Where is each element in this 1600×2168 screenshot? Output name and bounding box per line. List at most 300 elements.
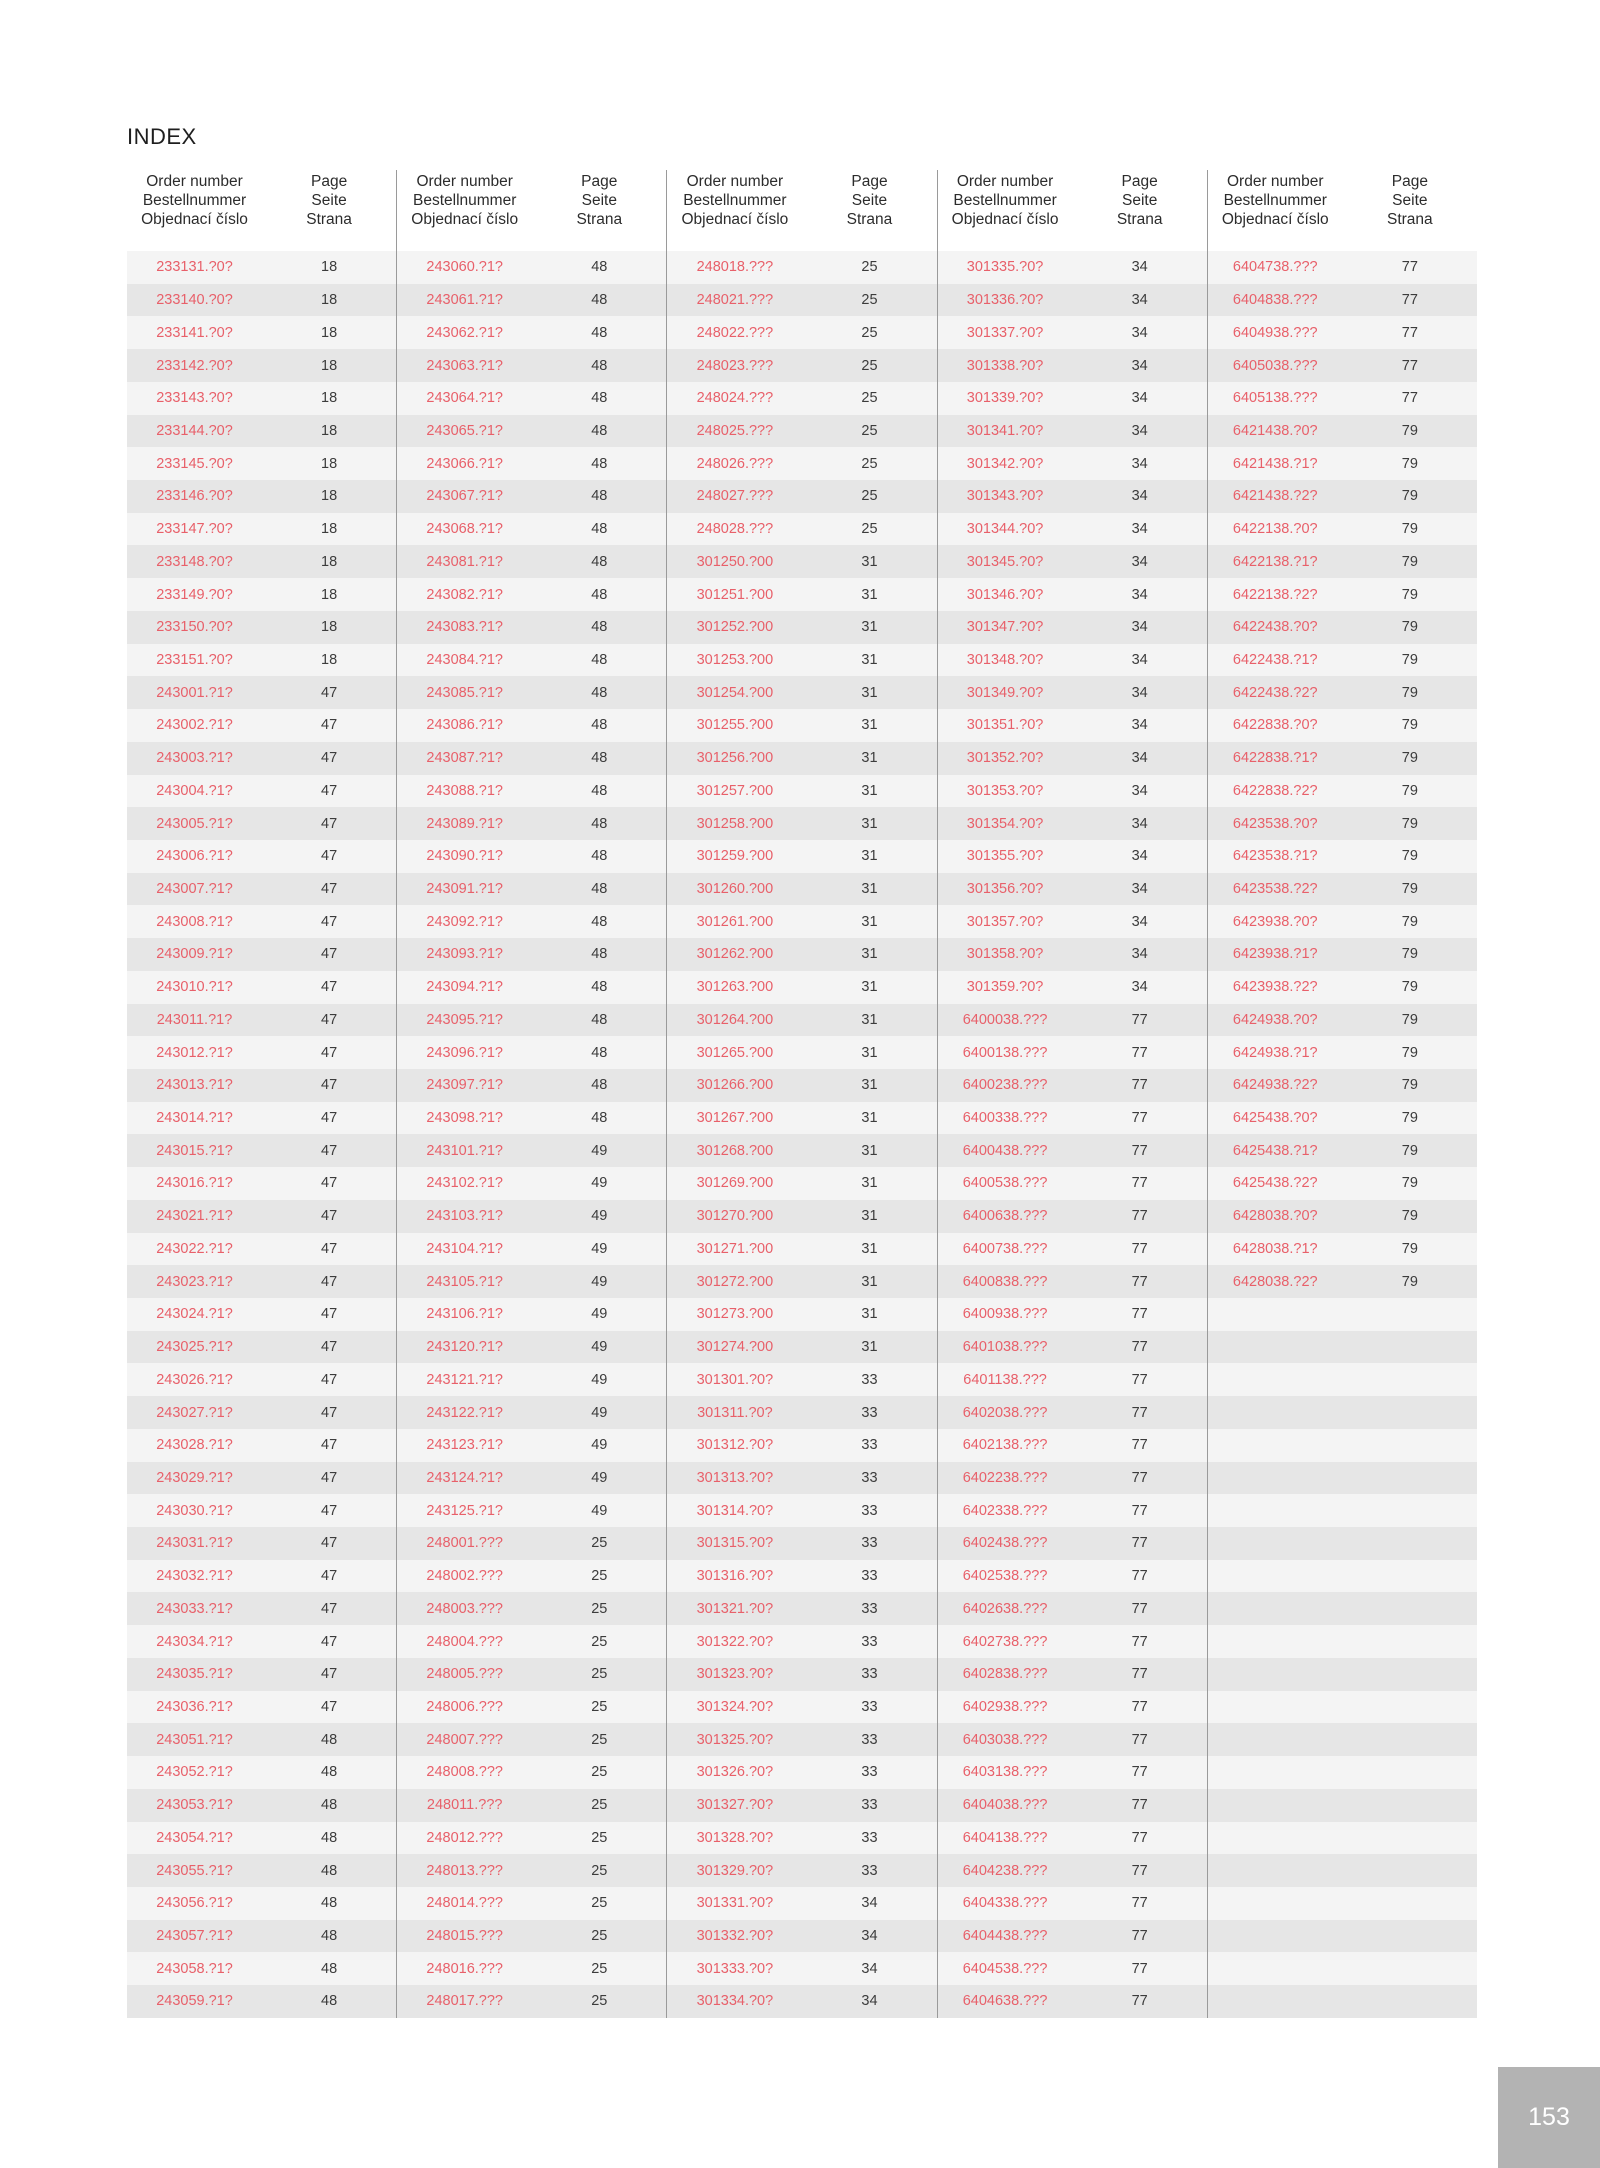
table-row	[1208, 513, 1477, 546]
empty-row	[1208, 1985, 1477, 2018]
table-row	[938, 1854, 1207, 1887]
table-row	[938, 1723, 1207, 1756]
column-header	[127, 170, 396, 251]
table-row	[127, 1920, 396, 1953]
table-row	[667, 1462, 936, 1495]
table-row	[938, 1462, 1207, 1495]
page-ref: 79	[1401, 684, 1418, 701]
page-ref: 79	[1401, 1077, 1418, 1094]
table-row	[938, 840, 1207, 873]
table-row	[127, 905, 396, 938]
empty-row	[1208, 1691, 1477, 1724]
table-row	[397, 1331, 666, 1364]
empty-row	[1208, 1756, 1477, 1789]
page-ref: 33	[861, 1829, 878, 1846]
table-row	[1208, 971, 1477, 1004]
order-number: 243051.?1?	[156, 1731, 233, 1748]
page-ref: 48	[591, 455, 608, 472]
order-number: 301315.?0?	[696, 1535, 774, 1552]
order-number: 243012.?1?	[156, 1044, 233, 1061]
table-row	[397, 1462, 666, 1495]
page-ref: 79	[1401, 488, 1418, 505]
page-ref: 47	[321, 848, 338, 865]
order-number: 248012.???	[426, 1829, 503, 1846]
table-row	[667, 1167, 936, 1200]
order-number: 243005.?1?	[156, 815, 233, 832]
table-row	[667, 1756, 936, 1789]
order-number: 6422438.?0?	[1232, 619, 1318, 636]
order-number: 6400238.???	[962, 1077, 1048, 1094]
column-header	[397, 170, 666, 251]
table-row	[938, 1167, 1207, 1200]
order-number: 243097.?1?	[426, 1077, 503, 1094]
page-ref: 18	[321, 521, 338, 538]
page-ref: 77	[1131, 1600, 1148, 1617]
table-row	[1208, 873, 1477, 906]
table-row	[667, 873, 936, 906]
page-ref: 34	[861, 1960, 878, 1977]
table-row	[667, 742, 936, 775]
page-ref: 79	[1401, 1175, 1418, 1192]
page-ref: 47	[321, 1437, 338, 1454]
table-row	[938, 1036, 1207, 1069]
order-number: 6423538.?1?	[1232, 848, 1318, 865]
page-ref: 34	[1131, 292, 1148, 309]
order-number: 6405138.???	[1232, 390, 1318, 407]
page-ref: 31	[861, 913, 878, 930]
table-row	[397, 1298, 666, 1331]
table-row	[127, 1854, 396, 1887]
table-row	[667, 545, 936, 578]
table-row	[397, 382, 666, 415]
table-row	[667, 807, 936, 840]
table-row	[397, 1723, 666, 1756]
order-number: 6401038.???	[962, 1339, 1048, 1356]
order-number: 301354.?0?	[966, 815, 1044, 832]
table-row	[667, 1363, 936, 1396]
page-ref: 34	[1131, 684, 1148, 701]
order-number: 243094.?1?	[426, 979, 503, 996]
order-number: 243023.?1?	[156, 1273, 233, 1290]
page-ref: 47	[321, 1011, 338, 1028]
order-number: 301263.?00	[696, 979, 774, 996]
page-ref: 48	[591, 357, 608, 374]
order-number: 233144.?0?	[156, 422, 233, 439]
page-ref: 33	[861, 1404, 878, 1421]
order-number: 248002.???	[426, 1568, 503, 1585]
order-number: 301325.?0?	[696, 1731, 774, 1748]
page-ref: 48	[591, 422, 608, 439]
page-ref: 18	[321, 390, 338, 407]
order-number: 6422838.?0?	[1232, 717, 1318, 734]
page-ref: 49	[591, 1306, 608, 1323]
table-row	[1208, 775, 1477, 808]
page-ref: 79	[1401, 521, 1418, 538]
order-number: 6428038.?0?	[1232, 1208, 1318, 1225]
page-ref: 79	[1401, 1273, 1418, 1290]
page-ref: 79	[1401, 979, 1418, 996]
page-ref: 34	[1131, 390, 1148, 407]
order-number: 243096.?1?	[426, 1044, 503, 1061]
table-row	[397, 513, 666, 546]
order-number: 243060.?1?	[426, 259, 503, 276]
order-number: 243030.?1?	[156, 1502, 233, 1519]
table-row	[397, 1887, 666, 1920]
page-ref: 49	[591, 1437, 608, 1454]
table-row	[667, 1985, 936, 2018]
table-row	[127, 1134, 396, 1167]
table-row	[1208, 578, 1477, 611]
page-ref: 77	[1131, 1568, 1148, 1585]
page-ref: 48	[591, 946, 608, 963]
page-ref: 47	[321, 1110, 338, 1127]
table-row	[938, 284, 1207, 317]
order-number: 243124.?1?	[426, 1469, 503, 1486]
order-number: 243082.?1?	[426, 586, 503, 603]
table-row	[667, 1004, 936, 1037]
page-ref: 31	[861, 1110, 878, 1127]
table-row	[397, 1691, 666, 1724]
table-row	[397, 251, 666, 284]
page-ref: 77	[1131, 1731, 1148, 1748]
page-ref: 34	[1131, 259, 1148, 276]
order-number: 301352.?0?	[966, 750, 1044, 767]
order-number: 248004.???	[426, 1633, 503, 1650]
table-row	[397, 1822, 666, 1855]
page-ref: 48	[591, 913, 608, 930]
table-row	[397, 1494, 666, 1527]
table-row	[1208, 1233, 1477, 1266]
table-row	[1208, 905, 1477, 938]
order-number: 301257.?00	[696, 782, 774, 799]
order-number: 243081.?1?	[426, 553, 503, 570]
page-ref: 34	[1131, 488, 1148, 505]
page-ref: 18	[321, 651, 338, 668]
table-row	[938, 1822, 1207, 1855]
table-row	[667, 513, 936, 546]
page-ref: 18	[321, 292, 338, 309]
order-number: 248013.???	[426, 1862, 503, 1879]
order-number: 243095.?1?	[426, 1011, 503, 1028]
page-ref: 18	[321, 259, 338, 276]
table-row	[938, 1363, 1207, 1396]
table-row	[127, 775, 396, 808]
column-header	[938, 170, 1207, 251]
page-ref: 77	[1131, 1175, 1148, 1192]
table-row	[938, 480, 1207, 513]
order-number-header: Order number Bestellnummer Objednací číslo	[1221, 173, 1329, 228]
order-number: 301273.?00	[696, 1306, 774, 1323]
order-number: 243123.?1?	[426, 1437, 503, 1454]
table-row	[127, 1723, 396, 1756]
empty-row	[1208, 1723, 1477, 1756]
page-ref: 25	[591, 1568, 608, 1585]
page-ref: 49	[591, 1371, 608, 1388]
table-row	[667, 1331, 936, 1364]
order-number: 243013.?1?	[156, 1077, 233, 1094]
table-row	[127, 1822, 396, 1855]
page-ref: 34	[1131, 324, 1148, 341]
page-ref: 79	[1401, 815, 1418, 832]
table-row	[667, 709, 936, 742]
table-row	[127, 873, 396, 906]
page-ref: 25	[861, 390, 878, 407]
order-number: 301333.?0?	[696, 1960, 774, 1977]
table-row	[938, 578, 1207, 611]
page-ref: 34	[1131, 979, 1148, 996]
order-number: 243058.?1?	[156, 1960, 233, 1977]
page-ref: 34	[1131, 619, 1148, 636]
page-ref: 77	[1401, 390, 1418, 407]
order-number: 233146.?0?	[156, 488, 233, 505]
order-number: 6404338.???	[962, 1895, 1048, 1912]
empty-row	[1208, 1789, 1477, 1822]
page-ref: 31	[861, 651, 878, 668]
order-number: 243032.?1?	[156, 1568, 233, 1585]
page-ref: 18	[321, 488, 338, 505]
table-row	[127, 316, 396, 349]
page-ref: 31	[861, 1339, 878, 1356]
table-row	[1208, 709, 1477, 742]
table-row	[397, 775, 666, 808]
table-row	[667, 1527, 936, 1560]
page-ref: 34	[1131, 815, 1148, 832]
order-number: 6400838.???	[962, 1273, 1048, 1290]
page-ref: 31	[861, 946, 878, 963]
order-number: 6428038.?2?	[1232, 1273, 1318, 1290]
order-number: 243026.?1?	[156, 1371, 233, 1388]
order-number: 243091.?1?	[426, 881, 503, 898]
table-row	[938, 1985, 1207, 2018]
table-row	[938, 1560, 1207, 1593]
index-column-group	[1207, 170, 1477, 2018]
page-ref: 31	[861, 1208, 878, 1225]
page-ref: 48	[591, 717, 608, 734]
table-row	[397, 349, 666, 382]
order-number: 301357.?0?	[966, 913, 1044, 930]
order-number: 6402938.???	[962, 1698, 1048, 1715]
table-row	[397, 1560, 666, 1593]
order-number: 301338.?0?	[966, 357, 1044, 374]
page-ref: 48	[591, 488, 608, 505]
empty-row	[1208, 1854, 1477, 1887]
page-ref: 48	[591, 651, 608, 668]
table-row	[397, 1200, 666, 1233]
table-row	[1208, 1004, 1477, 1037]
order-number: 248017.???	[426, 1993, 503, 2010]
order-number: 243098.?1?	[426, 1110, 503, 1127]
table-row	[938, 1691, 1207, 1724]
page-ref: 48	[591, 1011, 608, 1028]
order-number: 243014.?1?	[156, 1110, 233, 1127]
table-row	[397, 611, 666, 644]
table-row	[938, 971, 1207, 1004]
table-row	[127, 480, 396, 513]
order-number: 6404938.???	[1232, 324, 1318, 341]
page-ref: 47	[321, 1404, 338, 1421]
page-ref: 25	[591, 1797, 608, 1814]
table-row	[127, 1331, 396, 1364]
page-ref: 48	[591, 521, 608, 538]
order-number: 301332.?0?	[696, 1928, 774, 1945]
table-row	[397, 938, 666, 971]
page-ref: 34	[1131, 357, 1148, 374]
table-row	[938, 513, 1207, 546]
page-ref: 25	[591, 1862, 608, 1879]
page-ref: 31	[861, 750, 878, 767]
page-ref: 77	[1131, 1011, 1148, 1028]
page-ref: 48	[591, 684, 608, 701]
order-number: 243010.?1?	[156, 979, 233, 996]
page-ref: 25	[591, 1928, 608, 1945]
order-number: 301250.?00	[696, 553, 774, 570]
page-ref: 48	[591, 1110, 608, 1127]
order-number: 301314.?0?	[696, 1502, 774, 1519]
page-ref: 48	[591, 619, 608, 636]
order-number: 248018.???	[696, 259, 774, 276]
table-row	[1208, 316, 1477, 349]
page-ref: 47	[321, 1698, 338, 1715]
table-row	[397, 1952, 666, 1985]
order-number: 301258.?00	[696, 815, 774, 832]
page-ref: 77	[1131, 1666, 1148, 1683]
table-row	[127, 1789, 396, 1822]
table-row	[127, 382, 396, 415]
table-row	[938, 676, 1207, 709]
order-number: 243025.?1?	[156, 1339, 233, 1356]
empty-row	[1208, 1429, 1477, 1462]
order-number: 233143.?0?	[156, 390, 233, 407]
table-row	[1208, 1200, 1477, 1233]
page-ref: 49	[591, 1469, 608, 1486]
table-row	[1208, 1069, 1477, 1102]
order-number: 243011.?1?	[156, 1011, 233, 1028]
page-ref: 33	[861, 1764, 878, 1781]
order-number: 233147.?0?	[156, 521, 233, 538]
table-row	[397, 742, 666, 775]
order-number: 301323.?0?	[696, 1666, 774, 1683]
page-ref: 25	[861, 324, 878, 341]
page-ref: 34	[1131, 521, 1148, 538]
page-header: Page Seite Strana	[1116, 173, 1163, 228]
table-row	[938, 382, 1207, 415]
empty-row	[1208, 1952, 1477, 1985]
page-ref: 47	[321, 946, 338, 963]
order-number: 301256.?00	[696, 750, 774, 767]
order-number: 248021.???	[696, 292, 774, 309]
order-number: 248025.???	[696, 422, 774, 439]
page-ref: 31	[861, 815, 878, 832]
page-ref: 31	[861, 1044, 878, 1061]
page-ref: 79	[1401, 717, 1418, 734]
order-number: 243008.?1?	[156, 913, 233, 930]
order-number: 6404438.???	[962, 1928, 1048, 1945]
table-row	[938, 1527, 1207, 1560]
order-number: 6404838.???	[1232, 292, 1318, 309]
order-number: 6425438.?2?	[1232, 1175, 1318, 1192]
table-row	[127, 1462, 396, 1495]
table-row	[667, 1592, 936, 1625]
table-row	[397, 1985, 666, 2018]
table-row	[127, 1560, 396, 1593]
table-row	[397, 676, 666, 709]
table-row	[667, 676, 936, 709]
table-row	[1208, 676, 1477, 709]
page-ref: 48	[321, 1960, 338, 1977]
order-number: 243035.?1?	[156, 1666, 233, 1683]
table-row	[127, 1233, 396, 1266]
table-row	[667, 1952, 936, 1985]
page-ref: 25	[591, 1764, 608, 1781]
order-number: 243067.?1?	[426, 488, 503, 505]
page-ref: 47	[321, 881, 338, 898]
order-number: 301329.?0?	[696, 1862, 774, 1879]
page-ref: 49	[591, 1175, 608, 1192]
table-row	[667, 1854, 936, 1887]
page-ref: 77	[1131, 1535, 1148, 1552]
order-number: 6400638.???	[962, 1208, 1048, 1225]
table-row	[127, 415, 396, 448]
page-ref: 79	[1401, 651, 1418, 668]
table-row	[127, 742, 396, 775]
order-number: 6422838.?1?	[1232, 750, 1318, 767]
table-row	[397, 709, 666, 742]
page-ref: 31	[861, 979, 878, 996]
order-number: 301331.?0?	[696, 1895, 774, 1912]
page-ref: 79	[1401, 1044, 1418, 1061]
order-number: 233150.?0?	[156, 619, 233, 636]
order-number-header: Order number Bestellnummer Objednací číslo	[681, 173, 789, 228]
order-number: 6400938.???	[962, 1306, 1048, 1323]
table-row	[938, 807, 1207, 840]
page-ref: 77	[1131, 1928, 1148, 1945]
order-number: 243063.?1?	[426, 357, 503, 374]
order-number: 6400538.???	[962, 1175, 1048, 1192]
table-row	[938, 1265, 1207, 1298]
table-row	[667, 447, 936, 480]
order-number: 301261.?00	[696, 913, 774, 930]
table-row	[667, 316, 936, 349]
table-row	[127, 251, 396, 284]
table-row	[667, 1036, 936, 1069]
page-ref: 77	[1401, 357, 1418, 374]
page-ref: 48	[591, 979, 608, 996]
page-header: Page Seite Strana	[1387, 173, 1433, 228]
table-row	[667, 251, 936, 284]
table-row	[397, 873, 666, 906]
table-row	[397, 1658, 666, 1691]
table-row	[1208, 382, 1477, 415]
order-number-header: Order number Bestellnummer Objednací číslo	[141, 173, 248, 228]
page-ref: 48	[591, 881, 608, 898]
order-number: 301347.?0?	[966, 619, 1044, 636]
order-number: 301301.?0?	[696, 1371, 774, 1388]
page-ref: 25	[861, 422, 878, 439]
table-row	[938, 316, 1207, 349]
table-row	[397, 1363, 666, 1396]
order-number: 248024.???	[696, 390, 774, 407]
page-ref: 47	[321, 1600, 338, 1617]
page-ref: 33	[861, 1535, 878, 1552]
page-ref: 31	[861, 1077, 878, 1094]
order-number: 301267.?00	[696, 1110, 774, 1127]
page-ref: 48	[591, 292, 608, 309]
page-ref: 47	[321, 815, 338, 832]
table-row	[397, 1625, 666, 1658]
table-row	[938, 251, 1207, 284]
order-number: 243003.?1?	[156, 750, 233, 767]
table-row	[667, 1429, 936, 1462]
